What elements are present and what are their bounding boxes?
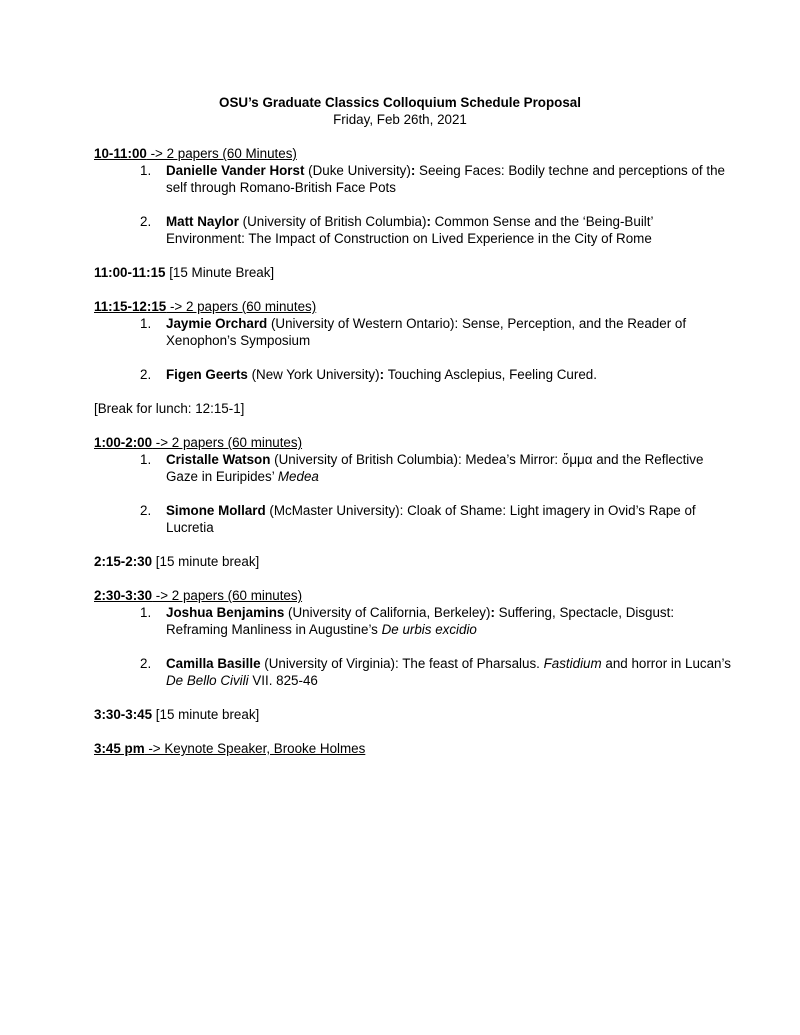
paper-item — [94, 213, 734, 247]
session-4 — [94, 587, 734, 689]
presenter-affiliation: (University of British Columbia) — [270, 452, 458, 467]
document-title: OSU’s Graduate Classics Colloquium Schedule Proposal — [219, 95, 581, 110]
title-separator: : — [457, 452, 466, 467]
session-3 — [94, 434, 734, 536]
title-separator: : — [394, 656, 403, 671]
paper-number: 2. — [140, 214, 152, 229]
paper-item — [94, 604, 734, 638]
break-time: 2:15-2:30 — [94, 554, 153, 569]
session-heading — [94, 587, 734, 604]
presenter-name: Figen Geerts — [166, 367, 248, 382]
presenter-affiliation: (University of Western Ontario) — [267, 316, 455, 331]
paper-title: Medea’s Mirror: ὄμμα and the Reflective Gaze in Euripides’ — [166, 452, 704, 484]
paper-list — [94, 315, 734, 383]
keynote — [94, 740, 734, 757]
break-label: [15 Minute Break] — [165, 265, 275, 280]
title-separator: : — [454, 316, 462, 331]
break-1 — [94, 264, 734, 281]
session-time: 10-11:00 — [94, 146, 147, 161]
paper-number: 2. — [140, 367, 152, 382]
session-desc: -> 2 papers (60 minutes) — [166, 299, 317, 314]
paper-number: 2. — [140, 503, 152, 518]
presenter-name: Joshua Benjamins — [166, 605, 285, 620]
paper-title: and horror in Lucan’s — [601, 656, 731, 671]
break-time: 11:00-11:15 — [94, 265, 166, 280]
title-separator: : — [490, 605, 499, 620]
title-separator: : — [379, 367, 388, 382]
paper-number: 1. — [140, 316, 152, 331]
keynote-time: 3:45 pm — [94, 741, 145, 756]
paper-title: Suffering, Spectacle, Disgust: Reframing Manliness in Augustine’s — [166, 605, 675, 637]
break-3 — [94, 706, 734, 723]
session-desc: -> 2 papers (60 minutes) — [152, 435, 303, 450]
paper-title: Cloak of Shame: Light imagery in Ovid’s Rape of Lucretia — [166, 503, 696, 535]
paper-title-italic: Medea — [277, 469, 319, 484]
paper-title-italic: De Bello Civili — [166, 673, 249, 688]
paper-title-italic: De urbis excidio — [381, 622, 477, 637]
paper-title: Touching Asclepius, Feeling Cured. — [387, 367, 597, 382]
session-desc: -> 2 papers (60 minutes) — [152, 588, 303, 603]
paper-number: 2. — [140, 656, 152, 671]
document-date: Friday, Feb 26th, 2021 — [333, 112, 467, 127]
session-time: 2:30-3:30 — [94, 588, 153, 603]
paper-item — [94, 502, 734, 536]
session-heading — [94, 434, 734, 451]
title-separator: : — [410, 163, 420, 178]
presenter-affiliation: (New York University) — [247, 367, 380, 382]
presenter-name: Danielle Vander Horst — [166, 163, 305, 178]
presenter-affiliation: (McMaster University) — [265, 503, 400, 518]
paper-title: The feast of Pharsalus. — [402, 656, 544, 671]
keynote-label: -> Keynote Speaker, Brooke Holmes — [144, 741, 366, 756]
paper-number: 1. — [140, 163, 152, 178]
paper-title: VII. 825-46 — [248, 673, 318, 688]
presenter-affiliation: (University of Virginia) — [260, 656, 395, 671]
paper-number: 1. — [140, 605, 152, 620]
paper-number: 1. — [140, 452, 152, 467]
schedule — [94, 145, 734, 774]
paper-title-italic: Fastidium — [543, 656, 602, 671]
title-separator: : — [399, 503, 408, 518]
paper-item — [94, 162, 734, 196]
title-separator: : — [426, 214, 435, 229]
paper-item — [94, 366, 734, 383]
paper-title: Sense, Perception, and the Reader of Xenophon’s Symposium — [166, 316, 687, 348]
paper-item — [94, 655, 734, 689]
break-label: [15 minute break] — [152, 554, 260, 569]
session-2 — [94, 298, 734, 383]
break-label: [15 minute break] — [152, 707, 260, 722]
paper-item — [94, 315, 734, 349]
session-desc: -> 2 papers (60 Minutes) — [146, 146, 297, 161]
break-2 — [94, 553, 734, 570]
paper-list — [94, 162, 734, 247]
paper-list — [94, 451, 734, 536]
break-time: 3:30-3:45 — [94, 707, 153, 722]
presenter-name: Matt Naylor — [166, 214, 239, 229]
presenter-name: Camilla Basille — [166, 656, 261, 671]
session-time: 11:15-12:15 — [94, 299, 167, 314]
presenter-name: Simone Mollard — [166, 503, 266, 518]
session-1 — [94, 145, 734, 247]
paper-item — [94, 451, 734, 485]
presenter-name: Jaymie Orchard — [166, 316, 268, 331]
session-heading — [94, 298, 734, 315]
lunch-break: [Break for lunch: 12:15-1] — [94, 401, 245, 416]
session-heading — [94, 145, 734, 162]
document-header — [0, 94, 800, 128]
paper-title: Common Sense and the ‘Being-Built’ Environment: The Impact of Construction on Lived Experience in the City of Rome — [166, 214, 653, 246]
paper-title: Seeing Faces: Bodily techne and perceptions of the self through Romano-British Face Pots — [166, 163, 725, 195]
paper-list — [94, 604, 734, 689]
presenter-affiliation: (University of British Columbia) — [238, 214, 427, 229]
session-time: 1:00-2:00 — [94, 435, 153, 450]
presenter-affiliation: (University of California, Berkeley) — [284, 605, 491, 620]
presenter-affiliation: (Duke University) — [304, 163, 411, 178]
presenter-name: Cristalle Watson — [166, 452, 271, 467]
